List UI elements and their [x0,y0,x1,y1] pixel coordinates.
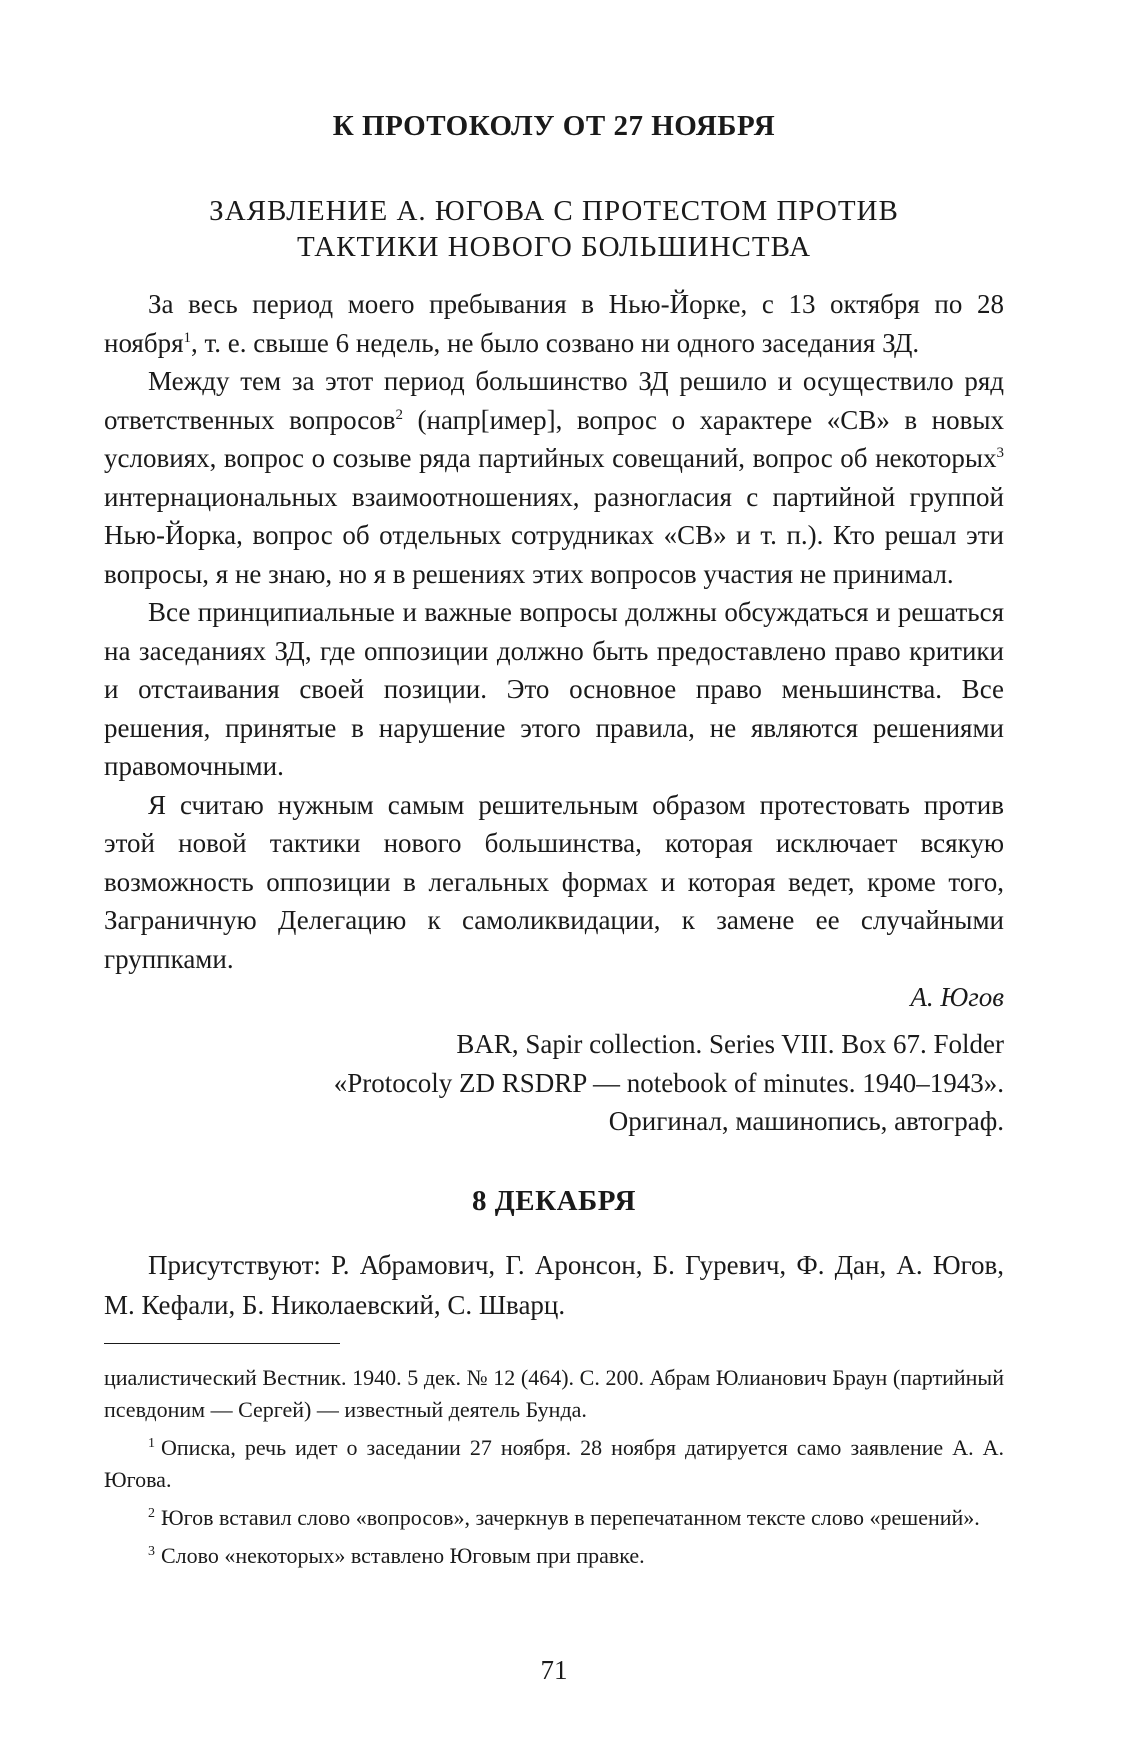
paragraph-1: За весь период моего пребывания в Нью-Йорке, с 13 октября по 28 ноября$^1$, т. е. свыше 6 недель, не было созвано ни одного заседания ЗД. [104,289,1004,358]
protocol-heading: К ПРОТОКОЛУ ОТ 27 НОЯБРЯ [332,110,776,142]
paragraph-2: Между тем за этот период большинство ЗД решило и осуществило ряд ответственных вопросов$^2$ (напр[имер], вопрос о характере «СВ» в новых условиях, вопрос о созыве ряда партийных совещаний, вопрос об некоторых$^3$ интернациональных взаимоотношениях, разногласия с партийной группой Нью-Йорка, вопрос об отдельных сотрудниках «СВ» и т. п.). Кто решал эти вопросы, я не знаю, но я в решениях этих вопросов участия не принимал. [104,366,1004,589]
attendees: Присутствуют: Р. Абрамович, Г. Аронсон, Б. Гуревич, Ф. Дан, А. Югов, М. Кефали, Б. Николаевский, С. Шварц. [104,1250,1004,1320]
paragraph-4: Я считаю нужным самым решительным образом протестовать против этой новой тактики нового большинства, которая исключает всякую возможность оппозиции в легальных формах и которая ведет, кроме того, Заграничную Делегацию к самоликвидации, к замене ее случайными группками. [104,789,1004,974]
archival-source [104,1025,1004,1141]
statement-title-line-1: ЗАЯВЛЕНИЕ А. ЮГОВА С ПРОТЕСТОМ ПРОТИВ [209,195,899,227]
footnotes [104,1362,1004,1578]
footnote-continuation: циалистический Вестник. 1940. 5 дек. № 12 (464). С. 200. Абрам Юлианович Браун (партийный псевдоним — Сергей) — известный деятель Бунда. [104,1365,1004,1422]
footnote-3: $^3$ Слово «некоторых» вставлено Юговым при правке. [148,1543,645,1568]
statement-title [104,193,1004,265]
signature: А. Югов [910,982,1004,1012]
footnote-2: $^2$ Югов вставил слово «вопросов», зачеркнув в перепечатанном тексте слово «решений». [148,1505,980,1530]
footnote-divider [104,1343,340,1344]
paragraph-3: Все принципиальные и важные вопросы должны обсуждаться и решаться на заседаниях ЗД, где оппозиции должно быть предоставлено право критики и отстаивания своей позиции. Это основное право меньшинства. Все решения, принятые в нарушение этого правила, не являются решениями правомочными. [104,597,1004,781]
book-page [104,0,1004,1760]
footnote-ref-1: 1 [183,329,192,346]
statement-body [104,285,1004,1017]
footnote-ref-2: 2 [395,406,404,423]
source-line-3: Оригинал, машинопись, автограф. [608,1106,1004,1136]
footnote-1: $^1$ Описка, речь идет о заседании 27 ноября. 28 ноября датируется само заявление А. А. Югова. [104,1435,1004,1492]
statement-title-line-2: ТАКТИКИ НОВОГО БОЛЬШИНСТВА [296,231,812,263]
footnote-ref-3: 3 [996,445,1004,461]
date-heading: 8 ДЕКАБРЯ [472,1185,636,1217]
source-line-1: BAR, Sapir collection. Series VIII. Box 67. Folder [456,1029,1004,1059]
source-line-2: «Protocoly ZD RSDRP — notebook of minutes. 1940–1943». [333,1067,1004,1098]
page-number: 71 [540,1655,568,1685]
